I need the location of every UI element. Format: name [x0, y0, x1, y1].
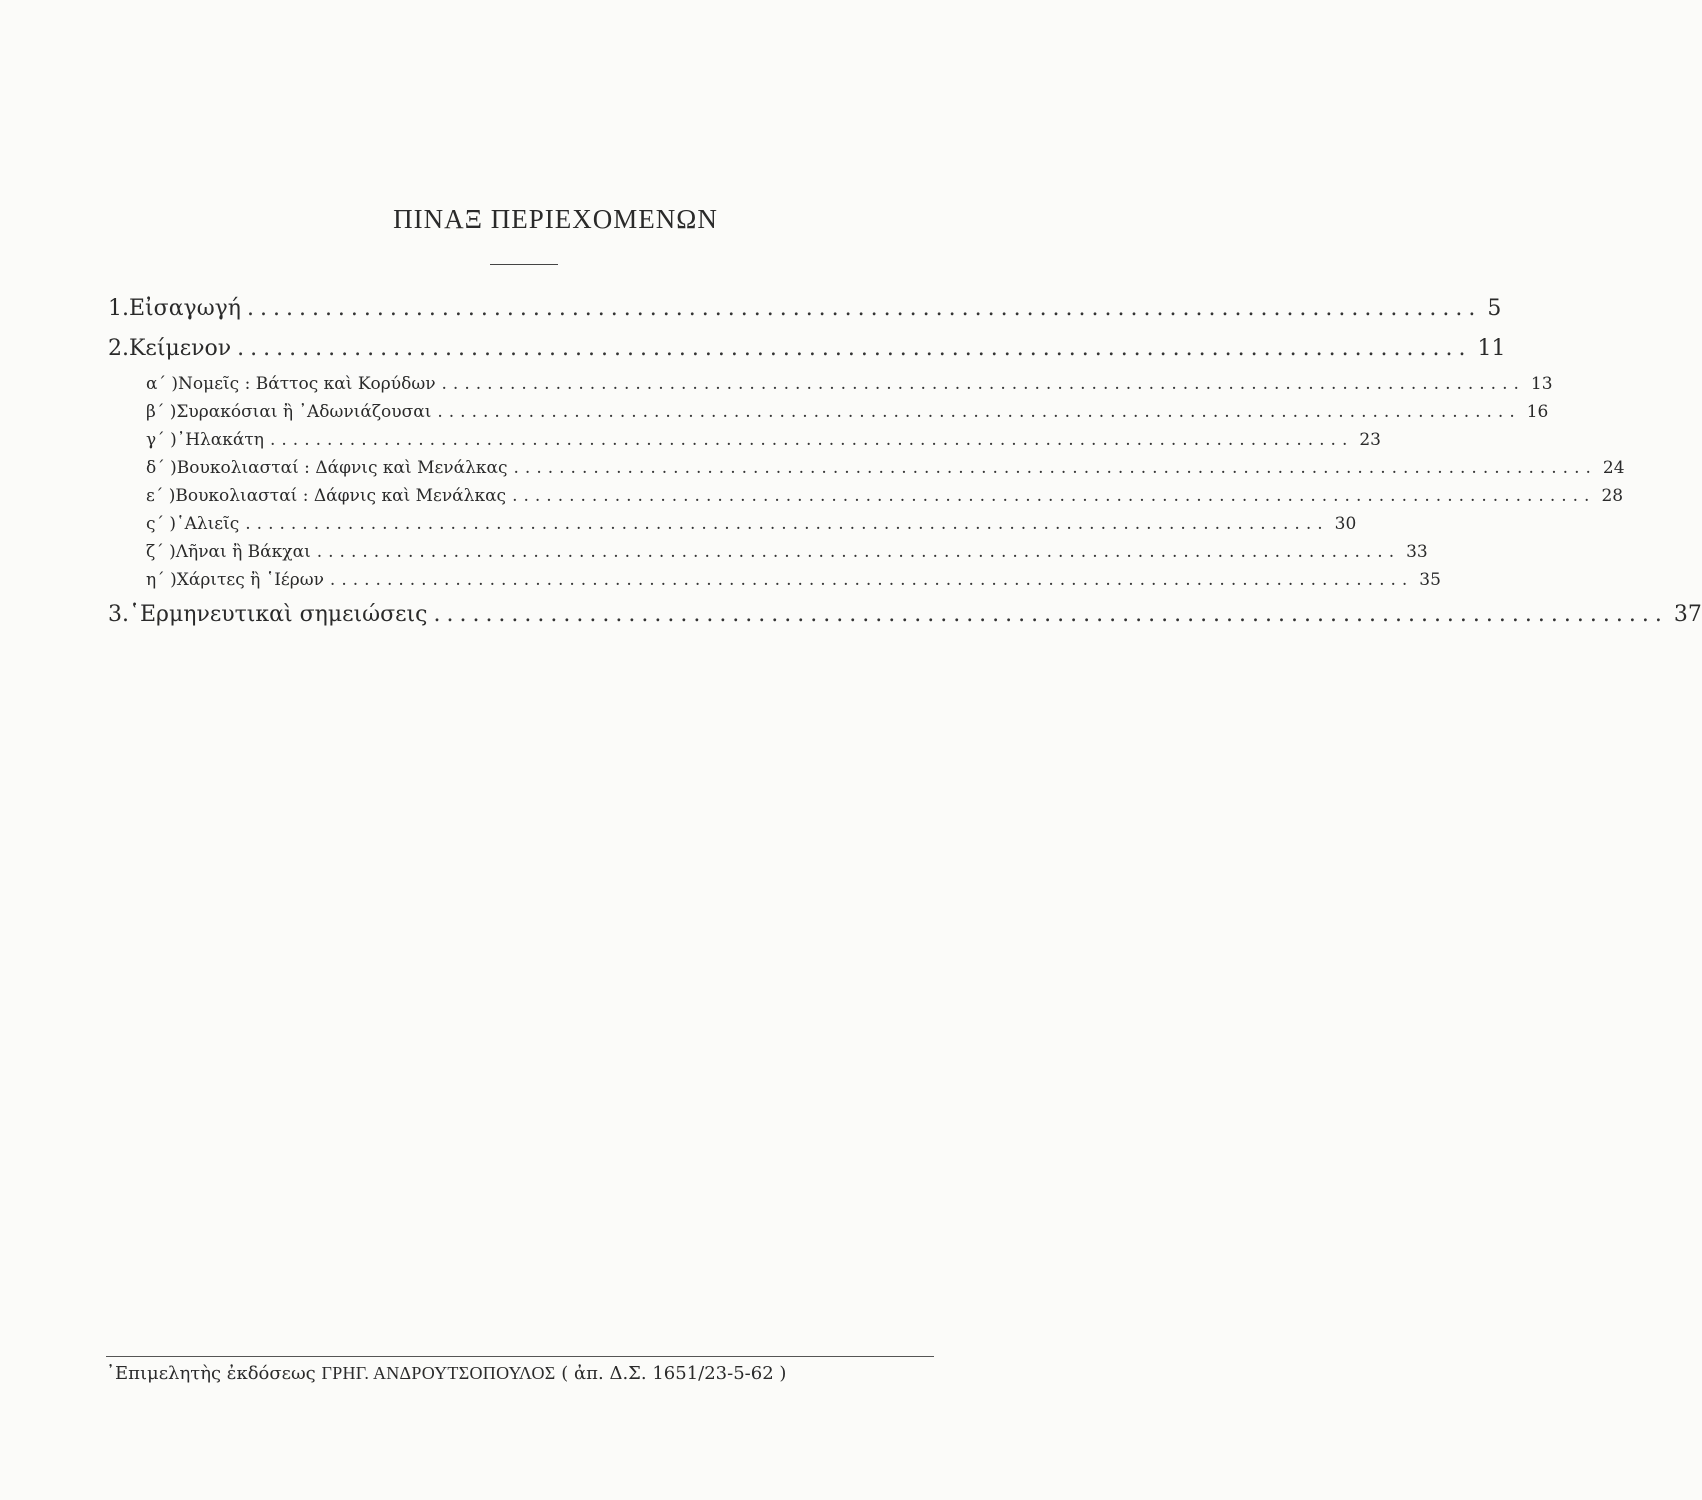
toc-page-number: 24	[1602, 458, 1625, 478]
dot-leader: ...............................................................................................	[316, 542, 1401, 562]
toc-number: 2.	[108, 336, 129, 361]
toc-label: Εἰσαγωγή	[129, 296, 241, 321]
toc-page-number: 37	[1673, 602, 1702, 627]
dot-leader: ...............................................................................................	[512, 486, 1596, 506]
toc-subentry	[146, 570, 1441, 590]
footer-prefix: ᾿Επιμελητὴς ἐκδόσεως	[106, 1363, 316, 1384]
toc-entry-text	[108, 336, 1506, 361]
toc-entry-notes	[108, 602, 1702, 627]
toc-subentry	[146, 542, 1428, 562]
footer-rule	[106, 1356, 934, 1357]
toc-label: ῾Αλιεῖς	[176, 514, 240, 534]
footer-imprint	[106, 1363, 934, 1384]
toc-label: Βουκολιασταί : Δάφνις καὶ Μενάλκας	[175, 486, 507, 506]
toc-label: ῾Ερμηνευτικαὶ σημειώσεις	[129, 602, 428, 627]
toc-page-number: 35	[1419, 570, 1441, 590]
footer-editor: ΓΡΗΓ. ΑΝΔΡΟΥΤΣΟΠΟΥΛΟΣ	[321, 1363, 556, 1383]
dot-leader: ...............................................................................................	[437, 402, 1521, 422]
toc-number: β΄ )	[146, 402, 177, 422]
toc-page-number: 16	[1526, 402, 1549, 422]
toc-label: ᾿Ηλακάτη	[176, 430, 264, 450]
dot-leader: ...............................................................................................	[237, 336, 1472, 361]
toc-number: η΄ )	[146, 570, 177, 590]
dot-leader: ...............................................................................................	[513, 458, 1597, 478]
title-rule	[490, 264, 558, 265]
footer-approval: ( ἀπ. Δ.Σ. 1651/23-5-62 )	[561, 1363, 787, 1384]
toc-subentry	[146, 486, 1624, 506]
toc-page-number: 30	[1334, 514, 1357, 534]
dot-leader: ...............................................................................................	[441, 374, 1525, 394]
toc-subentry	[146, 374, 1553, 394]
toc-page-number: 33	[1406, 542, 1428, 562]
toc-entry-introduction	[108, 296, 1502, 321]
toc-number: ς΄ )	[146, 514, 177, 534]
toc-number: ζ΄ )	[146, 542, 176, 562]
dot-leader: ...............................................................................................	[246, 296, 1482, 321]
toc-number: γ΄ )	[146, 430, 177, 450]
dot-leader: ...............................................................................................	[245, 514, 1329, 534]
toc-page-number: 23	[1359, 430, 1381, 450]
toc-label: Νομεῖς : Βάττος καὶ Κορύδων	[178, 374, 436, 394]
toc-number: ε΄ )	[146, 486, 176, 506]
toc-label: Συρακόσιαι ἢ ᾿Αδωνιάζουσαι	[176, 402, 432, 422]
page-title: ΠΙΝΑΞ ΠΕΡΙΕΧΟΜΕΝΩΝ	[393, 204, 718, 234]
toc-number: 3.	[108, 602, 129, 627]
toc-page-number: 11	[1477, 336, 1506, 361]
toc-label: Λῆναι ἢ Βάκχαι	[175, 542, 311, 562]
toc-subentry	[146, 458, 1625, 478]
toc-label: Χάριτες ἢ ῾Ιέρων	[176, 570, 324, 590]
dot-leader: ...............................................................................................	[433, 602, 1668, 627]
toc-number: δ΄ )	[146, 458, 177, 478]
toc-number: α΄ )	[146, 374, 179, 394]
dot-leader: ...............................................................................................	[329, 570, 1414, 590]
toc-subentry	[146, 430, 1381, 450]
dot-leader: ...............................................................................................	[269, 430, 1354, 450]
toc-subentry	[146, 402, 1549, 422]
toc-label: Βουκολιασταί : Δάφνις καὶ Μενάλκας	[176, 458, 508, 478]
toc-number: 1.	[108, 296, 129, 321]
toc-page-number: 13	[1530, 374, 1553, 394]
toc-page-number: 5	[1487, 296, 1502, 321]
toc-page-number: 28	[1601, 486, 1624, 506]
toc-subentry	[146, 514, 1357, 534]
toc-label: Κείμενον	[129, 336, 232, 361]
